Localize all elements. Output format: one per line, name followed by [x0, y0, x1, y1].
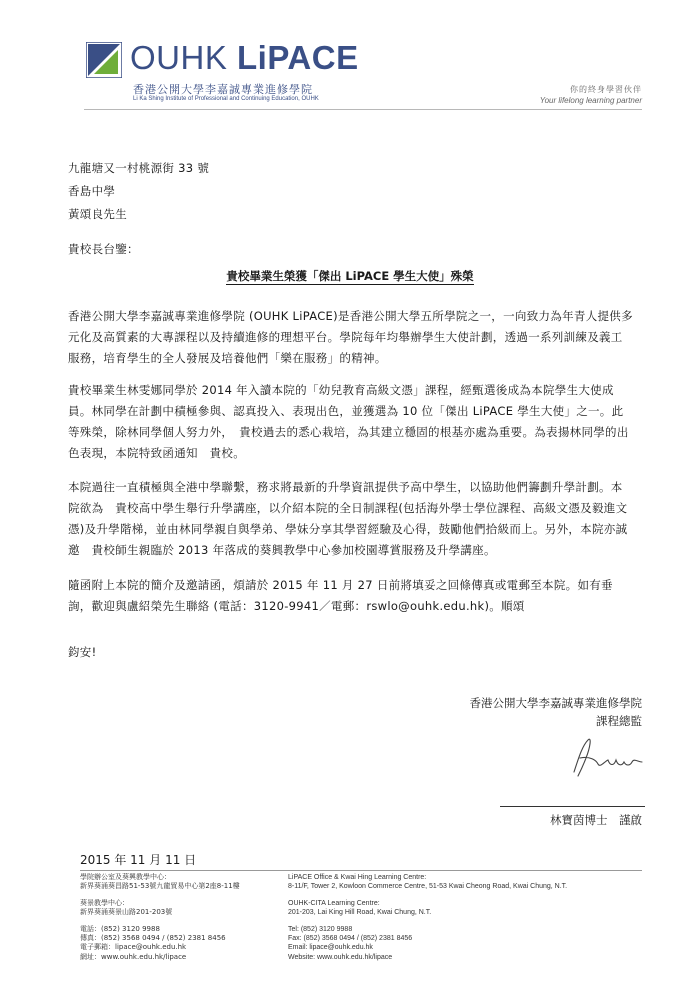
footer-line: Tel: (852) 3120 9988 — [288, 925, 353, 933]
footer-spacer — [80, 918, 240, 925]
footer-line: OUHK-CITA Learning Centre: — [288, 899, 380, 907]
footer-line: Website: www.ouhk.edu.hk/lipace — [288, 953, 393, 961]
signature-line — [500, 806, 645, 807]
footer-line: 傳真：(852) 3568 0494 / (852) 2381 8456 — [80, 934, 226, 943]
brand-suffix: LiPACE — [237, 39, 359, 76]
footer-line: 學院辦公室及葵興教學中心： — [80, 873, 171, 881]
footer-line: 電子郵箱：lipace@ouhk.edu.hk — [80, 943, 187, 952]
footer-chinese-contacts — [80, 873, 240, 962]
salutation: 貴校長台鑒： — [68, 242, 139, 256]
footer-line: 8-11/F, Tower 2, Kowloon Commerce Centre, 51-53 Kwai Cheong Road, Kwai Chung, N.T. — [288, 883, 568, 891]
body-paragraph-2: 貴校畢業生林雯娜同學於 2014 年入讀本院的「幼兒教育高級文憑」課程，經甄選後成為本院學生大使成員。林同學在計劃中積極參與、認真投入、表現出色，並獲選為 10 位「傑出 LiPACE 學生大使」之一。此等殊榮，除林同學個人努力外， 貴校過去的悉心栽培，為其建立穩固的根基亦處為重要。為表揚林同學的出色表現，本院特致函通知 貴校。 — [68, 383, 629, 460]
footer-line: LiPACE Office & Kwai Hing Learning Centre: — [288, 874, 427, 881]
brand-prefix: OUHK — [130, 39, 228, 76]
footer-line: 葵景教學中心： — [80, 898, 129, 907]
tagline-chinese: 你的終身學習伙伴 — [570, 85, 642, 94]
recipient-school: 香島中學 — [68, 184, 116, 198]
footer-spacer — [80, 892, 240, 899]
footer-line: 201-203, Lai King Hill Road, Kwai Chung, N.T. — [288, 909, 432, 917]
body-paragraph-4: 隨函附上本院的簡介及邀請函，煩請於 2015 年 11 月 27 日前將填妥之回條傳真或電郵至本院。如有垂詢，歡迎與盧紹榮先生聯絡 (電話：3120-9941／電郵：rswlo@ouhk.edu.hk)。順頌 — [68, 578, 613, 613]
closing: 鈞安! — [68, 645, 97, 659]
footer-line: 新界葵涌葵景山路201-203號 — [80, 908, 173, 917]
ouhk-logo-icon — [86, 42, 122, 78]
footer-line: 網址：www.ouhk.edu.hk/lipace — [80, 952, 187, 961]
signer-name: 林寶茵博士 謹啟 — [550, 813, 642, 827]
signoff-organization: 香港公開大學李嘉誠專業進修學院 — [469, 696, 642, 710]
letter-subject-text: 貴校畢業生榮獲「傑出 LiPACE 學生大使」殊榮 — [226, 269, 474, 283]
footer-line: 電話：(852) 3120 9988 — [80, 924, 160, 933]
recipient-principal: 黃頌良先生 — [68, 207, 127, 221]
footer-spacer — [288, 892, 567, 899]
brand-english-name: Li Ka Shing Institute of Professional and Continuing Education, OUHK — [133, 96, 319, 102]
brand-chinese-name: 香港公開大學李嘉誠專業進修學院 — [133, 83, 313, 96]
tagline-english: Your lifelong learning partner — [539, 96, 642, 105]
letter-subject — [0, 268, 700, 284]
footer-line: Fax: (852) 3568 0494 / (852) 2381 8456 — [288, 935, 413, 943]
letter-date: 2015 年 11 月 11 日 — [80, 853, 197, 867]
recipient-address: 九龍塘又一村桃源街 33 號 — [68, 161, 210, 175]
header-divider — [84, 109, 642, 110]
footer-line: Email: lipace@ouhk.edu.hk — [288, 944, 373, 952]
signoff-title: 課程總監 — [596, 714, 642, 728]
body-paragraph-3: 本院過往一直積極與全港中學聯繫，務求將最新的升學資訊提供予高中學生，以協助他們籌劃升學計劃。本院欲為 貴校高中學生舉行升學講座，以介紹本院的全日制課程(包括海外學士學位課程、高級文憑及毅進文憑)及升學階梯，並由林同學親自與學弟、學妹分享其學習經驗及心得，鼓勵他們拾級而上。另外，本院亦誠邀 貴校師生親臨於 2013 年落成的葵興教學中心參加校園導賞服務及升學講座。 — [68, 480, 628, 557]
footer-divider — [80, 870, 642, 871]
footer-line: 新界葵涌葵昌路51-53號九龍貿易中心第2座8-11樓 — [80, 882, 240, 891]
brand-name — [130, 40, 359, 76]
footer-english-contacts — [288, 873, 567, 962]
handwritten-signature — [568, 732, 648, 780]
footer-spacer — [288, 918, 567, 925]
body-paragraph-1: 香港公開大學李嘉誠專業進修學院 (OUHK LiPACE)是香港公開大學五所學院之一，一向致力為年青人提供多元化及高質素的大專課程以及持續進修的理想平台。學院每年均舉辦學生大使計劃，透過一系列訓練及義工服務，培育學生的全人發展及培養他們「樂在服務」的精神。 — [68, 309, 633, 365]
